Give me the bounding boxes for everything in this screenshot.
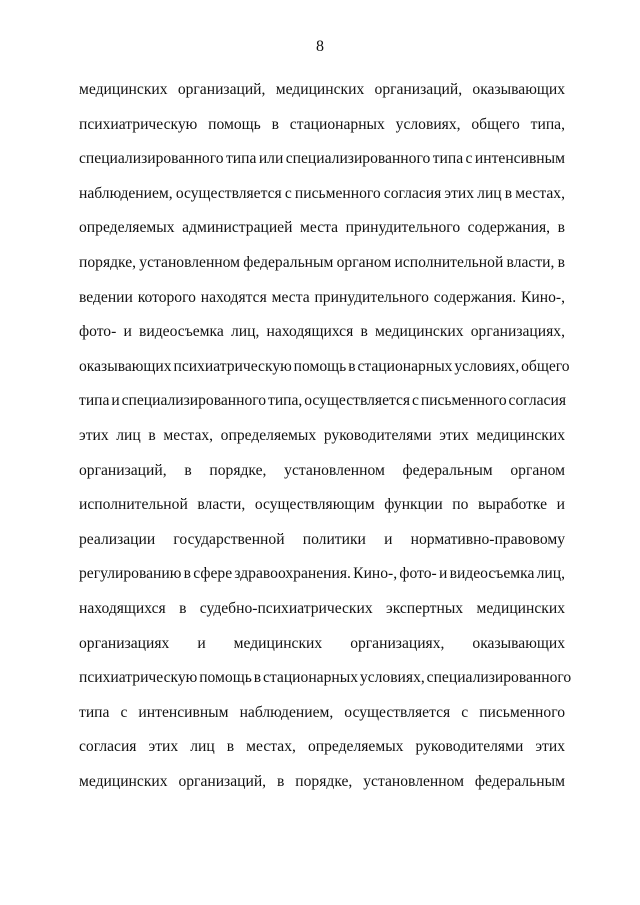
text-line: порядке, установленном федеральным органом исполнительной власти, в bbox=[79, 253, 565, 271]
text-line: медицинских организаций, медицинских организаций, оказывающих bbox=[79, 81, 565, 98]
text-line: наблюдением, осуществляется с письменного согласия этих лиц в местах, bbox=[79, 184, 565, 202]
body-text bbox=[79, 73, 572, 799]
text-line: реализации государственной политики и нормативно-правовому bbox=[79, 530, 565, 548]
text-line: фото- и видеосъемка лиц, находящихся в медицинских организациях, bbox=[79, 323, 565, 341]
text-line: оказывающих психиатрическую помощь в стационарных условиях, общего bbox=[79, 357, 570, 375]
text-line: находящихся в судебно-психиатрических экспертных медицинских bbox=[79, 599, 565, 617]
text-line: организациях и медицинских организациях, оказывающих bbox=[79, 634, 565, 652]
text-line: ведении которого находятся места принудительного содержания. Кино-, bbox=[79, 288, 565, 306]
page-number: 8 bbox=[316, 38, 324, 55]
text-line: организаций, в порядке, установленном федеральным органом bbox=[79, 461, 565, 479]
text-line: медицинских организаций, в порядке, установленном федеральным bbox=[79, 772, 565, 790]
text-line: регулированию в сфере здравоохранения. Кино-, фото- и видеосъемка лиц, bbox=[79, 565, 565, 583]
text-line: этих лиц в местах, определяемых руководителями этих медицинских bbox=[79, 426, 565, 444]
text-line: исполнительной власти, осуществляющим функции по выработке и bbox=[79, 496, 565, 514]
text-line: специализированного типа или специализированного типа с интенсивным bbox=[79, 150, 565, 168]
text-line: согласия этих лиц в местах, определяемых руководителями этих bbox=[79, 738, 565, 756]
text-line: типа и специализированного типа, осуществляется с письменного согласия bbox=[79, 392, 566, 410]
text-line: типа с интенсивным наблюдением, осуществляется с письменного bbox=[79, 703, 565, 721]
text-line: определяемых администрацией места принудительного содержания, в bbox=[79, 219, 565, 237]
text-line: психиатрическую помощь в стационарных условиях, общего типа, bbox=[79, 115, 565, 133]
text-line: психиатрическую помощь в стационарных условиях, специализированного bbox=[79, 669, 572, 687]
